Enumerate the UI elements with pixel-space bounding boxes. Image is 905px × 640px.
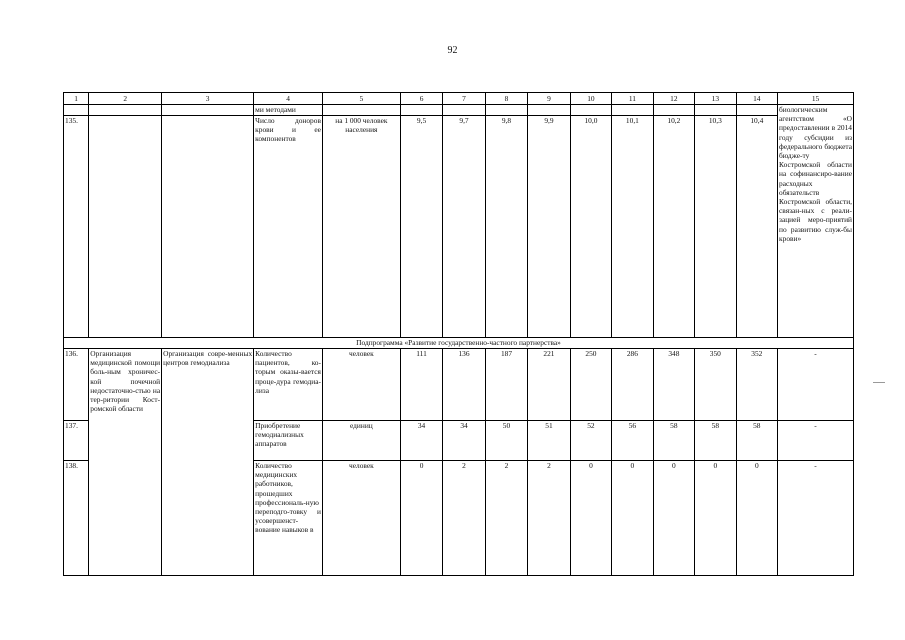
header-cell: 14 [736, 93, 777, 105]
value-cell: 58 [653, 421, 694, 461]
value-cell: 2 [485, 461, 527, 576]
value-cell: 10,1 [612, 116, 653, 338]
value-cell: 350 [695, 349, 736, 421]
table-row [64, 349, 854, 421]
subprogram-title: Подпрограмма «Развитие государственно-частного партнерства» [64, 338, 854, 349]
value-cell: 348 [653, 349, 694, 421]
unit-cell: человек [322, 349, 400, 421]
indicator-continued: ми методами [254, 105, 323, 116]
value-cell: 0 [570, 461, 611, 576]
task-cell: Организация медицинской помощи боль-ным хроничес-кой почечной недостаточно-стью на тер-ритории Кост-ромской области [89, 349, 162, 576]
unit-cell: единиц [322, 421, 400, 461]
note-cell: биологическим агентством «О предоставлении в 2014 году субсидии из федерального бюджета бюдже-ту Костромской области на софинансиро-вание расходных обязательств Костромской области, связан-ных с реали-зацией меро-приятий по развитию служ-бы крови» [778, 105, 854, 338]
unit-cell: на 1 000 человек населения [322, 116, 400, 338]
header-cell: 15 [778, 93, 854, 105]
header-cell: 13 [695, 93, 736, 105]
value-cell: 10,4 [736, 116, 777, 338]
header-cell: 4 [254, 93, 323, 105]
header-cell: 2 [89, 93, 162, 105]
row-number: 135. [64, 116, 89, 338]
margin-mark [873, 382, 885, 383]
value-cell: 136 [443, 349, 485, 421]
value-cell: 58 [695, 421, 736, 461]
value-cell: 9,8 [485, 116, 527, 338]
value-cell: 0 [653, 461, 694, 576]
header-cell: 9 [528, 93, 570, 105]
note-cell: - [778, 349, 854, 421]
header-cell: 5 [322, 93, 400, 105]
header-cell: 6 [400, 93, 442, 105]
header-cell: 10 [570, 93, 611, 105]
indicator-cell: Приобретение гемодиализных аппаратов [254, 421, 323, 461]
value-cell: 34 [443, 421, 485, 461]
header-cell: 7 [443, 93, 485, 105]
value-cell: 10,0 [570, 116, 611, 338]
value-cell: 34 [400, 421, 442, 461]
row-number: 137. [64, 421, 89, 461]
subprogram-row [64, 338, 854, 349]
page-number: 92 [447, 45, 458, 56]
indicator-cell: Число доноров крови и ее компонентов [254, 116, 323, 338]
value-cell: 0 [612, 461, 653, 576]
row-number: 138. [64, 461, 89, 576]
indicators-table [63, 92, 854, 576]
value-cell: 286 [612, 349, 653, 421]
header-cell: 3 [162, 93, 254, 105]
value-cell: 2 [528, 461, 570, 576]
value-cell: 250 [570, 349, 611, 421]
value-cell: 58 [736, 421, 777, 461]
value-cell: 111 [400, 349, 442, 421]
value-cell: 50 [485, 421, 527, 461]
value-cell: 2 [443, 461, 485, 576]
indicator-cell: Количество медицинских работников, прошедших профессиональ-ную переподго-товку и усовершенст-вование навыков в [254, 461, 323, 576]
note-cell: - [778, 421, 854, 461]
value-cell: 352 [736, 349, 777, 421]
table-row [64, 116, 854, 338]
value-cell: 51 [528, 421, 570, 461]
value-cell: 10,3 [695, 116, 736, 338]
table-row [64, 105, 854, 116]
value-cell: 10,2 [653, 116, 694, 338]
value-cell: 52 [570, 421, 611, 461]
header-cell: 1 [64, 93, 89, 105]
indicator-cell: Количество пациентов, ко-торым оказы-вается проце-дура гемодиа-лиза [254, 349, 323, 421]
row-number: 136. [64, 349, 89, 421]
value-cell: 0 [400, 461, 442, 576]
unit-cell: человек [322, 461, 400, 576]
value-cell: 221 [528, 349, 570, 421]
value-cell: 9,7 [443, 116, 485, 338]
value-cell: 0 [695, 461, 736, 576]
value-cell: 187 [485, 349, 527, 421]
note-cell: - [778, 461, 854, 576]
header-row [64, 93, 854, 105]
value-cell: 9,5 [400, 116, 442, 338]
header-cell: 8 [485, 93, 527, 105]
header-cell: 11 [612, 93, 653, 105]
event-cell: Организация совре-менных центров гемодиализа [162, 349, 254, 576]
value-cell: 56 [612, 421, 653, 461]
value-cell: 0 [736, 461, 777, 576]
value-cell: 9,9 [528, 116, 570, 338]
header-cell: 12 [653, 93, 694, 105]
